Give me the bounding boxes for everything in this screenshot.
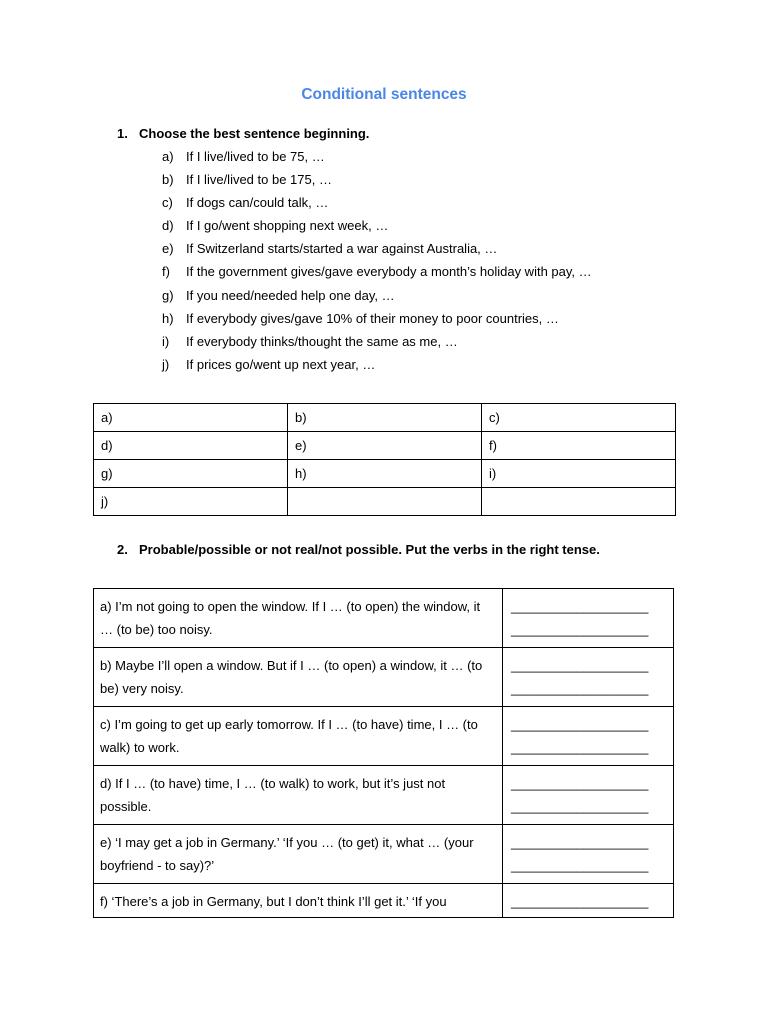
section-2-heading-text: Probable/possible or not real/not possible. Put the verbs in the right tense. — [139, 542, 600, 557]
answer-cell[interactable]: a) — [94, 404, 288, 432]
answer-cell[interactable] — [482, 488, 676, 516]
exercise-table — [93, 588, 674, 918]
exercise-text: b) Maybe I’ll open a window. But if I … (to open) a window, it … (to be) very noisy. — [94, 648, 503, 707]
item-text: If I live/lived to be 75, … — [186, 149, 325, 164]
answer-cell — [503, 884, 674, 918]
list-item — [162, 288, 592, 311]
answer-grid — [93, 403, 676, 516]
item-letter: f) — [162, 264, 170, 280]
list-item — [162, 218, 592, 241]
answer-blank[interactable]: ___________________ — [511, 894, 649, 909]
answer-blank[interactable]: ___________________ — [511, 622, 649, 637]
answer-blank[interactable]: ___________________ — [511, 740, 649, 755]
answer-cell — [503, 707, 674, 766]
answer-cell[interactable]: h) — [288, 460, 482, 488]
exercise-text: a) I’m not going to open the window. If I … (to open) the window, it … (to be) too noisy. — [94, 589, 503, 648]
item-text: If the government gives/gave everybody a month’s holiday with pay, … — [186, 264, 592, 280]
answer-blank[interactable]: ___________________ — [511, 599, 649, 614]
answer-blank[interactable]: ___________________ — [511, 799, 649, 814]
table-row — [94, 825, 674, 884]
page-title: Conditional sentences — [301, 86, 467, 103]
answer-cell[interactable]: d) — [94, 432, 288, 460]
item-text: If I go/went shopping next week, … — [186, 218, 389, 234]
item-text: If I live/lived to be 175, … — [186, 172, 332, 188]
exercise-text: e) ‘I may get a job in Germany.’ ‘If you … (to get) it, what … (your boyfriend - to say)?’ — [94, 825, 503, 884]
item-letter: h) — [162, 310, 174, 326]
list-item — [162, 149, 592, 172]
item-text: If prices go/went up next year, … — [186, 356, 376, 372]
answer-cell[interactable]: f) — [482, 432, 676, 460]
list-item — [162, 334, 592, 357]
answer-cell — [503, 648, 674, 707]
section-1-heading — [117, 126, 369, 141]
answer-cell[interactable]: g) — [94, 460, 288, 488]
list-item — [162, 264, 592, 287]
answer-cell — [503, 766, 674, 825]
item-letter: c) — [162, 195, 173, 211]
answer-blank[interactable]: ___________________ — [511, 658, 649, 673]
list-item — [162, 311, 592, 334]
answer-blank[interactable]: ___________________ — [511, 858, 649, 873]
item-letter: e) — [162, 241, 174, 257]
section-2-number: 2. — [117, 542, 128, 557]
answer-blank[interactable]: ___________________ — [511, 776, 649, 791]
table-row — [94, 460, 676, 488]
section-1-heading-text: Choose the best sentence beginning. — [139, 126, 370, 141]
item-text: If dogs can/could talk, … — [186, 195, 329, 211]
answer-blank[interactable]: ___________________ — [511, 835, 649, 850]
answer-blank[interactable]: ___________________ — [511, 717, 649, 732]
list-item — [162, 357, 592, 380]
section-2-heading — [117, 542, 600, 557]
item-letter: j) — [162, 356, 170, 372]
section-1-number: 1. — [117, 126, 128, 141]
table-row — [94, 648, 674, 707]
list-item — [162, 172, 592, 195]
table-row — [94, 432, 676, 460]
table-row — [94, 766, 674, 825]
table-row — [94, 884, 674, 918]
table-row — [94, 488, 676, 516]
item-text: If Switzerland starts/started a war against Australia, … — [186, 241, 498, 257]
answer-cell — [503, 589, 674, 648]
exercise-text: f) ‘There’s a job in Germany, but I don’t think I’ll get it.’ ‘If you — [94, 884, 503, 918]
answer-cell[interactable]: j) — [94, 488, 288, 516]
item-letter: i) — [162, 333, 170, 349]
item-text: If everybody thinks/thought the same as me, … — [186, 333, 458, 349]
sentence-beginnings-list — [162, 149, 592, 380]
answer-cell[interactable]: b) — [288, 404, 482, 432]
item-text: If you need/needed help one day, … — [186, 287, 395, 303]
table-row — [94, 589, 674, 648]
item-letter: g) — [162, 287, 174, 303]
exercise-text: d) If I … (to have) time, I … (to walk) to work, but it’s just not possible. — [94, 766, 503, 825]
table-row — [94, 404, 676, 432]
table-row — [94, 707, 674, 766]
item-letter: b) — [162, 172, 174, 188]
answer-cell[interactable]: i) — [482, 460, 676, 488]
item-letter: d) — [162, 218, 174, 234]
answer-cell[interactable]: e) — [288, 432, 482, 460]
exercise-text: c) I’m going to get up early tomorrow. If I … (to have) time, I … (to walk) to work. — [94, 707, 503, 766]
item-text: If everybody gives/gave 10% of their money to poor countries, … — [186, 310, 559, 326]
answer-cell — [503, 825, 674, 884]
list-item — [162, 195, 592, 218]
item-letter: a) — [162, 149, 174, 164]
list-item — [162, 241, 592, 264]
answer-cell[interactable]: c) — [482, 404, 676, 432]
answer-blank[interactable]: ___________________ — [511, 681, 649, 696]
answer-cell[interactable] — [288, 488, 482, 516]
